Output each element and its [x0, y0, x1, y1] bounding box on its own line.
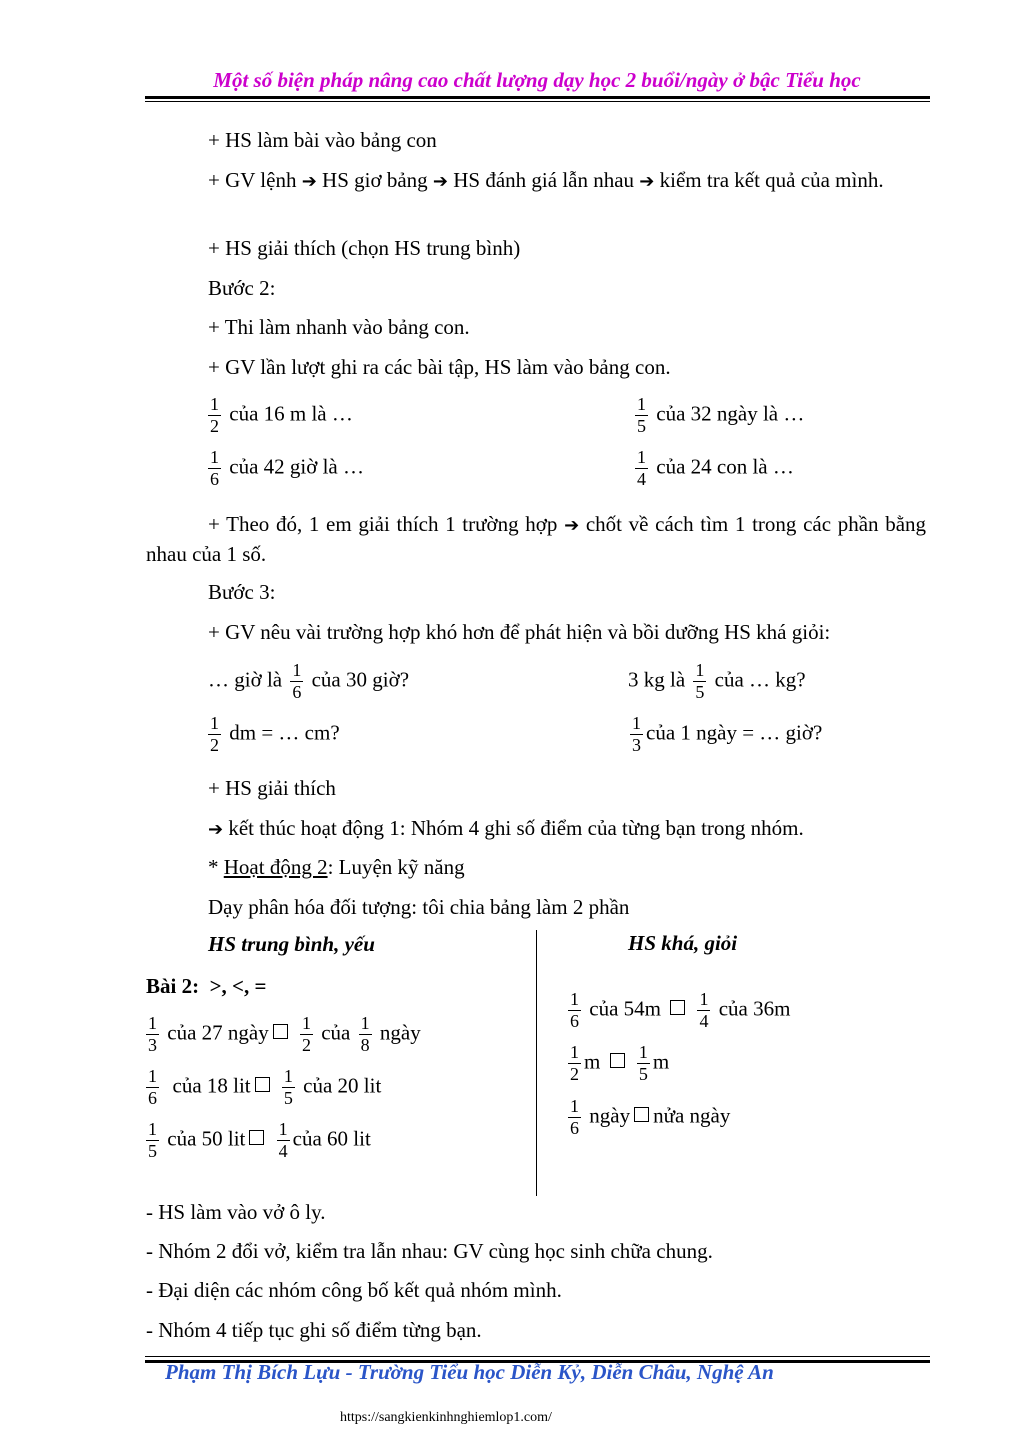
fraction: $\frac{1}{4}$: [637, 447, 646, 489]
fraction: $\frac{1}{6}$: [210, 447, 219, 489]
column-divider: [536, 930, 537, 1196]
fraction: $\frac{1}{6}$: [148, 1066, 157, 1108]
page-header: Một số biện pháp nâng cao chất lượng dạy học 2 buổi/ngày ở bậc Tiểu học: [213, 68, 861, 92]
compare-item: $\frac{1}{6}$ ngày nửa ngày: [570, 1096, 731, 1138]
arrow-icon: ➔: [432, 171, 448, 192]
compare-item: $\frac{1}{5}$ của 50 lit $\frac{1}{4}$ của 60 lit: [148, 1119, 371, 1161]
fraction: $\frac{1}{6}$: [292, 660, 302, 702]
compare-item: $\frac{1}{2}$ m $\frac{1}{5}$ m: [570, 1042, 670, 1084]
exercise-item: … giờ là $\frac{1}{6}$ của 30 giờ?: [208, 660, 410, 702]
fraction: $\frac{1}{5}$: [638, 1042, 648, 1084]
arrow-icon: ➔: [301, 171, 317, 192]
fraction: $\frac{1}{8}$: [360, 1013, 370, 1055]
activity-2-heading: * Hoạt động 2: Luyện kỹ năng: [208, 855, 465, 879]
fraction: $\frac{1}{5}$: [148, 1119, 157, 1161]
compare-box: [273, 1024, 288, 1039]
bullet-item: - Nhóm 2 đổi vở, kiểm tra lẫn nhau: GV cùng học sinh chữa chung.: [146, 1239, 713, 1263]
fraction: $\frac{1}{5}$: [283, 1066, 293, 1108]
compare-box: [670, 1000, 685, 1015]
bullet-item: - HS làm vào vở ô ly.: [146, 1200, 326, 1224]
line-gv-lenh: + GV lệnh ➔ HS giơ bảng ➔ HS đánh giá lẫn nhau ➔ kiểm tra kết quả của mình.: [208, 168, 884, 192]
exercise-item: $\frac{1}{6}$ của 42 giờ là …: [210, 447, 364, 489]
exercise-item: $\frac{1}{2}$ của 16 m là …: [210, 394, 353, 436]
line-thi-lam-nhanh: + Thi làm nhanh vào bảng con.: [208, 315, 470, 339]
fraction: $\frac{1}{4}$: [278, 1119, 288, 1161]
line-hs-lam-bai: + HS làm bài vào bảng con: [208, 128, 437, 152]
fraction: $\frac{1}{2}$: [301, 1013, 311, 1055]
line-ket-thuc: ➔ kết thúc hoạt động 1: Nhóm 4 ghi số điểm của từng bạn trong nhóm.: [208, 816, 804, 840]
fraction: $\frac{1}{6}$: [570, 1096, 579, 1138]
exercise-item: 3 kg là $\frac{1}{5}$ của … kg?: [628, 660, 806, 702]
arrow-icon: ➔: [639, 171, 655, 192]
compare-box: [610, 1053, 625, 1068]
line-theo-do: + Theo đó, 1 em giải thích 1 trường hợp ➔ chốt về cách tìm 1 trong các phần bằng nhau của 1 số.: [146, 512, 927, 566]
fraction: $\frac{1}{2}$: [570, 1042, 579, 1084]
compare-box: [255, 1077, 270, 1092]
compare-item: $\frac{1}{6}$ của 18 lit $\frac{1}{5}$ của 20 lit: [148, 1066, 382, 1108]
line-hs-giai-thich: + HS giải thích (chọn HS trung bình): [208, 236, 521, 260]
exercise-item: $\frac{1}{5}$ của 32 ngày là …: [637, 394, 805, 436]
arrow-icon: ➔: [208, 819, 224, 840]
fraction: $\frac{1}{2}$: [210, 394, 219, 436]
exercise-item: $\frac{1}{2}$ dm = … cm?: [210, 713, 340, 755]
step-2-heading: Bước 2:: [208, 276, 276, 300]
exercise-item: $\frac{1}{3}$ của 1 ngày = … giờ?: [632, 713, 823, 755]
compare-box: [634, 1107, 649, 1122]
fraction: $\frac{1}{4}$: [699, 989, 709, 1031]
compare-item: $\frac{1}{3}$ của 27 ngày $\frac{1}{2}$ của $\frac{1}{8}$ ngày: [148, 1013, 421, 1055]
header-rule-thick: [145, 96, 930, 99]
header-rule-thin: [145, 101, 930, 102]
line-hs-giai-thich-2: + HS giải thích: [208, 776, 336, 800]
bullet-item: - Nhóm 4 tiếp tục ghi số điểm từng bạn.: [146, 1318, 482, 1342]
compare-item: $\frac{1}{6}$ của 54m $\frac{1}{4}$ của 36m: [570, 989, 791, 1031]
fraction: $\frac{1}{5}$: [695, 660, 705, 702]
line-gv-neu: + GV nêu vài trường hợp khó hơn để phát hiện và bồi dưỡng HS khá giỏi:: [208, 620, 831, 644]
fraction: $\frac{1}{3}$: [148, 1013, 157, 1055]
source-url[interactable]: https://sangkienkinhnghiemlop1.com/: [340, 1410, 552, 1425]
line-gv-ghi-bai-tap: + GV lần lượt ghi ra các bài tập, HS làm vào bảng con.: [208, 355, 671, 379]
right-column-title: HS khá, giỏi: [628, 931, 738, 955]
compare-box: [249, 1130, 264, 1145]
fraction: $\frac{1}{2}$: [210, 713, 219, 755]
arrow-icon: ➔: [564, 515, 580, 536]
page-footer-author: Phạm Thị Bích Lựu - Trường Tiểu học Diễn Kỷ, Diễn Châu, Nghệ An: [165, 1360, 774, 1384]
left-column-title: HS trung bình, yếu: [208, 932, 375, 956]
step-3-heading: Bước 3:: [208, 580, 276, 604]
line-day-phan-hoa: Dạy phân hóa đối tượng: tôi chia bảng làm 2 phần: [208, 895, 630, 919]
bullet-item: - Đại diện các nhóm công bố kết quả nhóm mình.: [146, 1278, 562, 1302]
exercise-2-heading: Bài 2: >, <, =: [146, 974, 267, 998]
exercise-item: $\frac{1}{4}$ của 24 con là …: [637, 447, 794, 489]
footer-rule-thin: [145, 1356, 930, 1357]
fraction: $\frac{1}{5}$: [637, 394, 646, 436]
fraction: $\frac{1}{6}$: [570, 989, 579, 1031]
fraction: $\frac{1}{3}$: [632, 713, 641, 755]
